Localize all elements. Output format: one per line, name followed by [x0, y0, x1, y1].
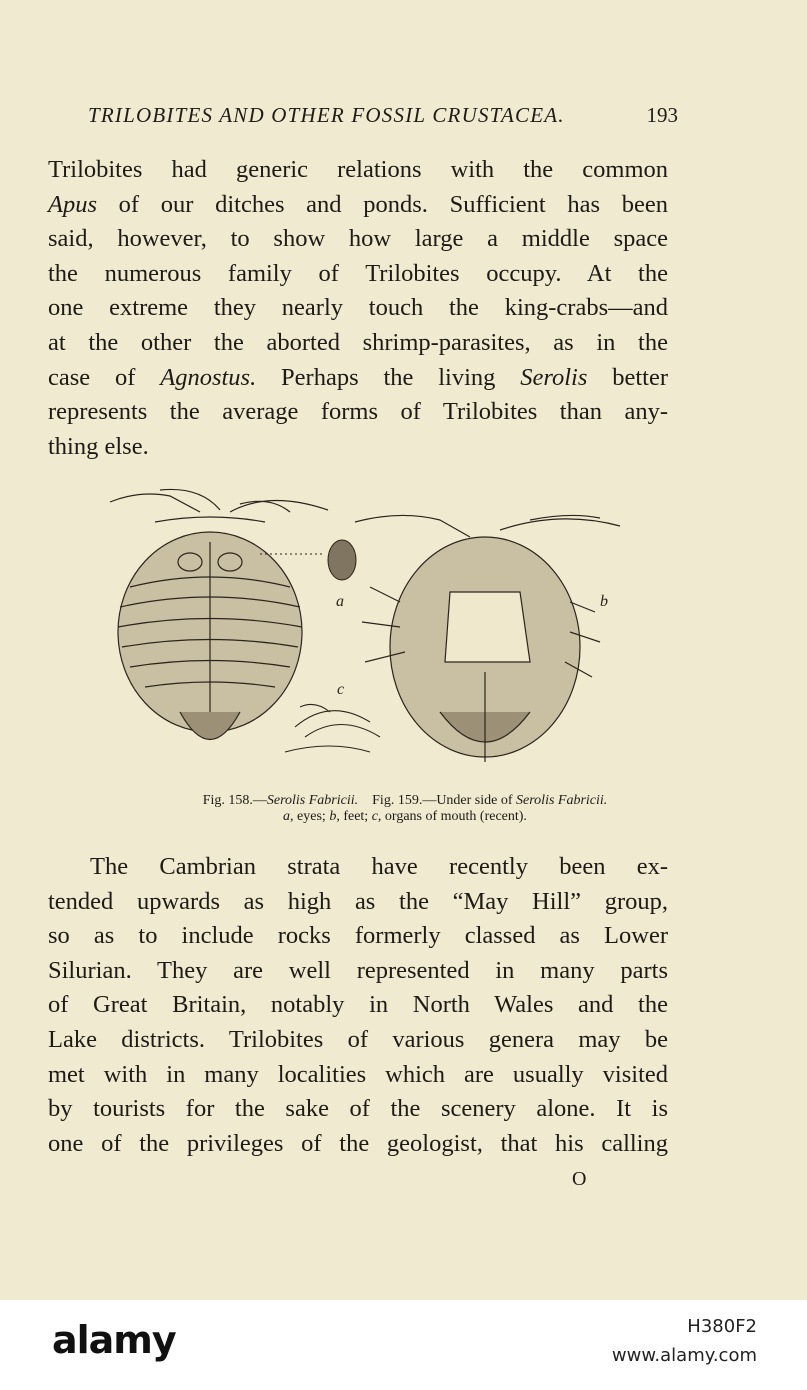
caption-span: Fig. 158.—	[202, 793, 267, 808]
text-line: Silurian. They are well represented in many parts	[48, 956, 668, 984]
text-line	[48, 188, 668, 223]
text-span: case of	[48, 363, 161, 391]
text-line: tended upwards as high as the “May Hill” group,	[48, 887, 668, 915]
caption-span: Fig. 159.—Under side of	[372, 793, 517, 808]
caption-key: c	[371, 809, 378, 824]
caption-span: , organs of mouth (recent).	[377, 809, 527, 824]
caption-span: , eyes;	[290, 809, 330, 824]
text-span: Perhaps the living	[256, 363, 521, 391]
figure-label-b: b	[600, 593, 608, 610]
stock-url: www.alamy.com	[611, 1345, 757, 1366]
image-id: H380F2	[687, 1316, 757, 1337]
mouth-organs-detail	[285, 704, 380, 752]
caption-species: Serolis Fabricii.	[516, 793, 608, 808]
figure-label-a: a	[336, 593, 344, 610]
genus-name: Serolis	[520, 363, 588, 391]
paragraph-2	[48, 850, 668, 1161]
figure-label-c: c	[337, 681, 345, 698]
genus-name: Agnostus.	[160, 363, 257, 391]
paragraph-1	[48, 153, 668, 464]
running-header	[88, 103, 678, 133]
text-line: one extreme they nearly touch the king-crabs—and	[48, 294, 668, 322]
caption-span: , feet;	[336, 809, 372, 824]
text-line: so as to include rocks formerly classed as Lower	[48, 922, 668, 950]
text-line: Trilobites had generic relations with the common	[48, 156, 668, 183]
text-line: the numerous family of Trilobites occupy. At the	[48, 259, 668, 287]
text-line: by tourists for the sake of the scenery alone. It is	[48, 1095, 668, 1123]
text-line: The Cambrian strata have recently been ex-	[90, 853, 668, 880]
text-line: thing else.	[48, 432, 149, 460]
text-span: of our ditches and ponds. Sufficient has been	[97, 190, 668, 218]
page-number: 193	[646, 103, 678, 127]
text-line: said, however, to show how large a middle space	[48, 225, 668, 253]
running-title: TRILOBITES AND OTHER FOSSIL CRUSTACEA.	[88, 103, 565, 127]
alamy-logo: alamy	[52, 1318, 176, 1362]
text-line: at the other the aborted shrimp-parasites, as in the	[48, 328, 668, 356]
text-line: met with in many localities which are usually visited	[48, 1060, 668, 1088]
text-line: Lake districts. Trilobites of various genera may be	[48, 1025, 668, 1053]
text-line: represents the average forms of Trilobites than any-	[48, 398, 668, 426]
caption-species: Serolis Fabricii.	[266, 793, 359, 808]
caption-key: b	[329, 809, 337, 824]
figure-caption-line-2	[60, 808, 750, 826]
text-line: one of the privileges of the geologist, that his calling	[48, 1129, 668, 1157]
serolis-illustration	[100, 482, 630, 782]
serolis-dorsal-view	[110, 489, 328, 739]
text-line	[48, 361, 668, 396]
serolis-underside-view	[355, 515, 620, 762]
caption-key: a	[283, 809, 291, 824]
genus-name: Apus	[48, 190, 97, 218]
signature-mark: O	[572, 1168, 587, 1190]
text-line: of Great Britain, notably in North Wales and the	[48, 991, 668, 1019]
text-span: better	[587, 363, 668, 391]
